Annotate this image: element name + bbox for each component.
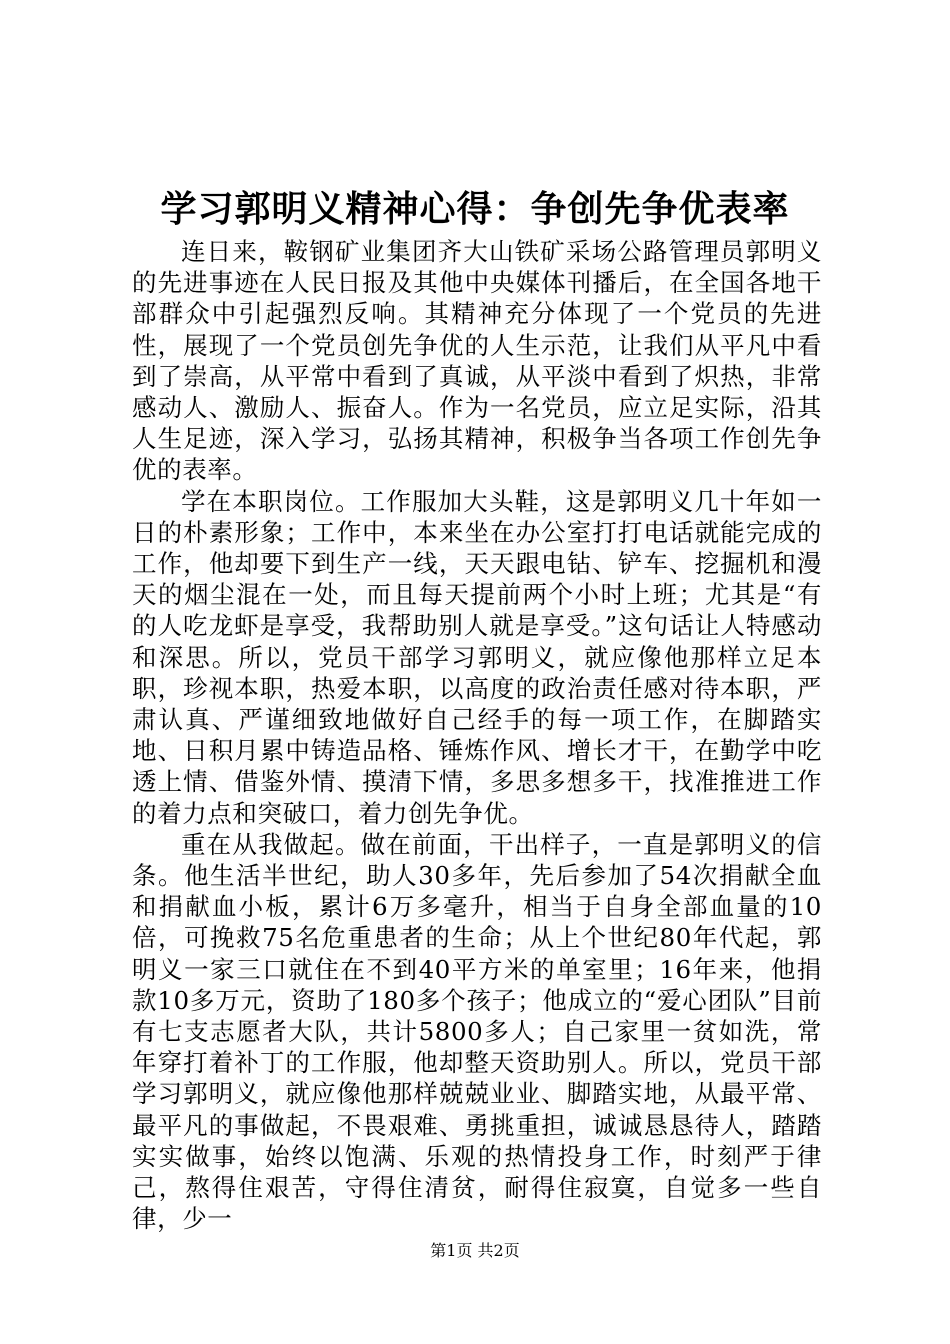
document-title: 学习郭明义精神心得：争创先争优表率 — [160, 188, 790, 230]
paragraph-study-in-post: 学在本职岗位。工作服加大头鞋，这是郭明义几十年如一日的朴素形象；工作中，本来坐在办公室打打电话就能完成的工作，他却要下到生产一线，天天跟电钻、铲车、挖掘机和漫天的烟尘混在一处，而且每天提前两个小时上班；尤其是“有的人吃龙虾是享受，我帮助别人就是享受。”这句话让人特感动和深思。所以，党员干部学习郭明义，就应像他那样立足本职，珍视本职，热爱本职，以高度的政治责任感对待本职，严肃认真、严谨细致地做好自己经手的每一项工作，在脚踏实地、日积月累中铸造品格、锤炼作风、增长才干，在勤学中吃透上情、借鉴外情、摸清下情，多思多想多干，找准推进工作的着力点和突破口，着力创先争优。 — [132, 486, 822, 828]
document-body — [132, 236, 822, 1235]
paragraph-intro: 连日来，鞍钢矿业集团齐大山铁矿采场公路管理员郭明义的先进事迹在人民日报及其他中央媒体刊播后，在全国各地干部群众中引起强烈反响。其精神充分体现了一个党员的先进性，展现了一个党员创先争优的人生示范，让我们从平凡中看到了崇高，从平常中看到了真诚，从平淡中看到了炽热，非常感动人、激励人、振奋人。作为一名党员，应立足实际，沿其人生足迹，深入学习，弘扬其精神，积极争当各项工作创先争优的表率。 — [132, 237, 822, 485]
paragraph-start-from-self: 重在从我做起。做在前面，干出样子，一直是郭明义的信条。他生活半世纪，助人30多年，先后参加了54次捐献全血和捐献血小板，累计6万多毫升，相当于自身全部血量的10倍，可挽救75名危重患者的生命；从上个世纪80年代起，郭明义一家三口就住在不到40平方米的单室里；16年来，他捐款10多万元，资助了180多个孩子；他成立的“爱心团队”目前有七支志愿者大队，共计5800多人；自己家里一贫如洗，常年穿打着补丁的工作服，他却整天资助别人。所以，党员干部学习郭明义，就应像他那样兢兢业业、脚踏实地，从最平常、最平凡的事做起，不畏艰难、勇挑重担，诚诚恳恳待人，踏踏实实做事，始终以饱满、乐观的热情投身工作，时刻严于律己，熬得住艰苦，守得住清贫，耐得住寂寞，自觉多一些自律，少一 — [132, 829, 822, 1234]
page-footer: 第1页 共2页 — [430, 1241, 520, 1260]
